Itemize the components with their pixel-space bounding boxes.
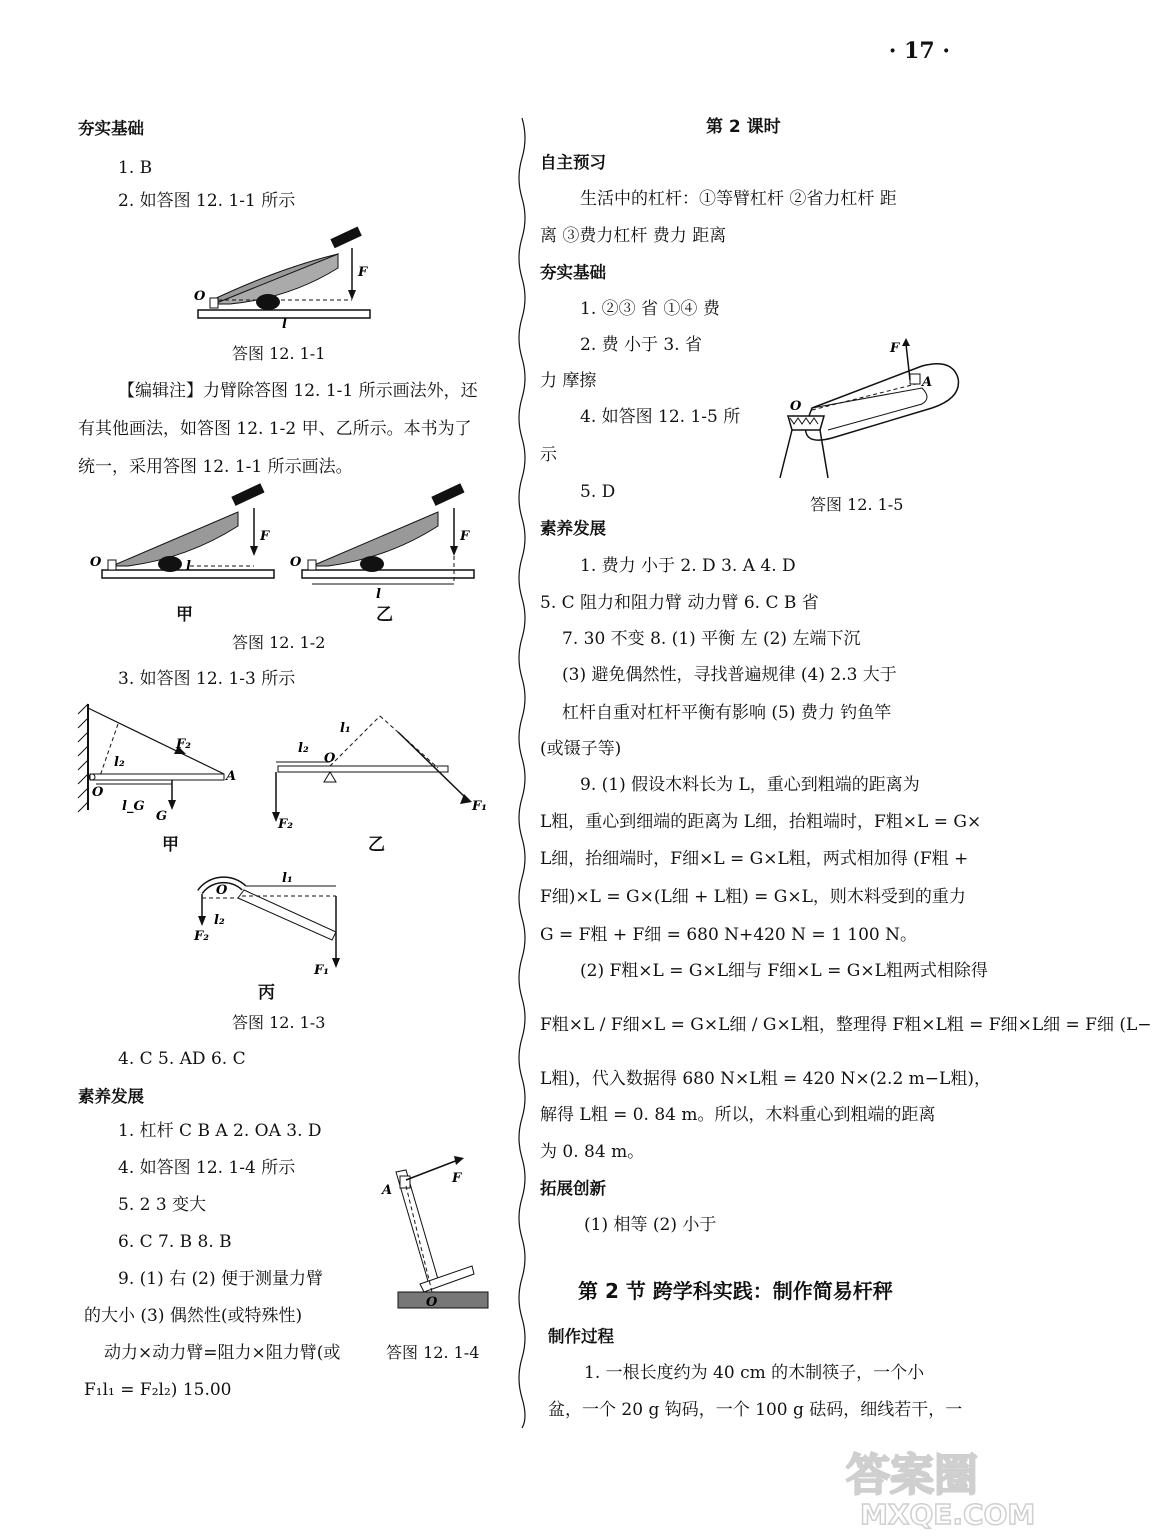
label-F2: F₂	[176, 737, 191, 752]
suyang-2: 4. 如答图 12. 1-4 所示	[118, 1158, 296, 1178]
label-O: O	[790, 399, 802, 414]
hs-6: 5. D	[580, 482, 616, 502]
label-F: F	[260, 529, 270, 544]
sy-2: 5. C 阻力和阻力臂 动力臂 6. C B 省	[540, 593, 819, 613]
hs-5: 示	[540, 445, 557, 465]
label-A: A	[382, 1183, 393, 1198]
figure-12-1-3-jia	[78, 700, 248, 830]
label-lG: l_G	[122, 799, 145, 814]
figure-12-1-1	[190, 228, 380, 332]
sublabel-bing: 丙	[258, 983, 275, 1003]
label-O: O	[90, 555, 102, 570]
answer-4-6: 4. C 5. AD 6. C	[118, 1049, 246, 1069]
label-F1: F₁	[314, 963, 329, 978]
figure-12-1-5	[772, 338, 972, 488]
suyang-6: 的大小 (3) 偶然性(或特殊性)	[84, 1306, 303, 1326]
q9-7: F粗×L / F细×L = G×L细 / G×L粗，整理得 F粗×L粗 = F细×L细 = F细 (L−	[540, 1015, 1152, 1035]
sy-6: (或镊子等)	[540, 739, 622, 759]
label-l1: l₁	[340, 721, 351, 736]
preview-2: 离 ③费力杠杆 费力 距离	[540, 226, 727, 246]
label-F2: F₂	[194, 929, 209, 944]
figure-12-1-2-yi	[288, 490, 483, 600]
sublabel-jia: 甲	[176, 605, 193, 625]
editor-note-1: 【编辑注】力臂除答图 12. 1-1 所示画法外，还	[118, 381, 478, 401]
watermark-logo	[836, 1440, 1036, 1530]
caption-12-1-5: 答图 12. 1-5	[810, 495, 904, 514]
q9-4: F细)×L = G×(L细 + L粗) = G×L，则木料受到的重力	[540, 887, 966, 907]
sy-4: (3) 避免偶然性，寻找普遍规律 (4) 2.3 大于	[562, 665, 897, 685]
hs-4: 4. 如答图 12. 1-5 所	[580, 407, 741, 427]
sy-5: 杠杆自重对杠杆平衡有影响 (5) 费力 钓鱼竿	[562, 703, 892, 723]
label-O: O	[290, 555, 302, 570]
figure-12-1-3-yi	[268, 712, 488, 832]
sy-3: 7. 30 不变 8. (1) 平衡 左 (2) 左端下沉	[562, 629, 861, 649]
zz-2: 盆，一个 20 g 钩码，一个 100 g 砝码，细线若干，一	[548, 1400, 963, 1420]
editor-note-2: 有其他画法，如答图 12. 1-2 甲、乙所示。本书为了	[78, 419, 472, 439]
label-l2: l₂	[114, 755, 125, 770]
heading-hangshi: 夯实基础	[78, 119, 144, 138]
label-F: F	[452, 1171, 462, 1186]
suyang-7: 动力×动力臂=阻力×阻力臂(或	[104, 1343, 341, 1363]
svg-text:MXQE.COM: MXQE.COM	[860, 1498, 1036, 1531]
lesson-title: 第 2 课时	[706, 117, 781, 137]
heading-zizhu: 自主预习	[540, 153, 606, 172]
suyang-5: 9. (1) 右 (2) 便于测量力臂	[118, 1269, 323, 1289]
q9-8: L粗)，代入数据得 680 N×L粗 = 420 N×(2.2 m−L粗)，	[540, 1069, 991, 1089]
heading-suyang: 素养发展	[78, 1087, 144, 1106]
svg-text:答案圈: 答案圈	[846, 1450, 978, 1501]
label-F: F	[890, 341, 900, 356]
suyang-4: 6. C 7. B 8. B	[118, 1232, 232, 1252]
label-F: F	[460, 529, 470, 544]
answer-2: 2. 如答图 12. 1-1 所示	[118, 191, 296, 211]
heading-suyang-2: 素养发展	[540, 519, 606, 538]
section-title: 第 2 节 跨学科实践：制作简易杆秤	[578, 1279, 893, 1303]
suyang-1: 1. 杠杆 C B A 2. OA 3. D	[118, 1121, 322, 1141]
answer-1: 1. B	[118, 158, 153, 178]
hs-2: 2. 费 小于 3. 省	[580, 335, 703, 355]
q9-1: 9. (1) 假设木料长为 L，重心到粗端的距离为	[580, 775, 920, 795]
caption-12-1-1: 答图 12. 1-1	[232, 344, 326, 363]
figure-12-1-3-bing	[186, 862, 356, 982]
q9-10: 为 0. 84 m。	[540, 1142, 645, 1162]
answer-3: 3. 如答图 12. 1-3 所示	[118, 669, 296, 689]
caption-12-1-2: 答图 12. 1-2	[232, 633, 326, 652]
heading-hangshi-2: 夯实基础	[540, 263, 606, 282]
heading-tuozhan: 拓展创新	[540, 1179, 606, 1198]
column-divider	[516, 118, 528, 1428]
q9-5: G = F粗 + F细 = 680 N+420 N = 1 100 N。	[540, 925, 918, 945]
caption-12-1-3: 答图 12. 1-3	[232, 1013, 326, 1032]
suyang-3: 5. 2 3 变大	[118, 1195, 207, 1215]
caption-12-1-4: 答图 12. 1-4	[386, 1343, 480, 1362]
figure-12-1-4	[376, 1156, 496, 1316]
editor-note-3: 统一，采用答图 12. 1-1 所示画法。	[78, 457, 353, 477]
label-F: F	[358, 265, 368, 280]
label-O: O	[216, 883, 228, 898]
tz-1: (1) 相等 (2) 小于	[584, 1215, 717, 1235]
label-l2: l₂	[298, 741, 309, 756]
heading-zhizuo: 制作过程	[548, 1327, 614, 1346]
label-O: O	[194, 289, 206, 304]
figure-12-1-2-jia	[88, 490, 278, 585]
label-O: O	[426, 1295, 438, 1310]
label-O: O	[92, 785, 104, 800]
sublabel-yi: 乙	[376, 605, 393, 625]
suyang-8: F₁l₁ = F₂l₂) 15.00	[84, 1380, 232, 1400]
hs-1: 1. ②③ 省 ①④ 费	[580, 299, 720, 319]
hs-3: 力 摩擦	[540, 371, 597, 391]
label-G: G	[156, 809, 168, 824]
label-F1: F₁	[472, 799, 487, 814]
q9-2: L粗，重心到细端的距离为 L细，抬粗端时，F粗×L = G×	[540, 812, 982, 832]
page-number: · 17 ·	[888, 38, 950, 64]
zz-1: 1. 一根长度约为 40 cm 的木制筷子，一个小	[584, 1363, 925, 1383]
label-l2: l₂	[214, 913, 225, 928]
sublabel-jia-3: 甲	[162, 835, 179, 855]
sublabel-yi-3: 乙	[368, 835, 385, 855]
label-O: O	[324, 751, 336, 766]
preview-1: 生活中的杠杆：①等臂杠杆 ②省力杠杆 距	[580, 189, 897, 209]
label-l: l	[376, 587, 381, 602]
sy-1: 1. 费力 小于 2. D 3. A 4. D	[580, 556, 796, 576]
label-A: A	[226, 769, 237, 784]
label-l1: l₁	[282, 871, 293, 886]
q9-9: 解得 L粗 = 0. 84 m。所以，木料重心到粗端的距离	[540, 1105, 936, 1125]
label-A: A	[922, 375, 933, 390]
q9-6: (2) F粗×L = G×L细与 F细×L = G×L粗两式相除得	[580, 961, 988, 981]
label-l: l	[186, 559, 191, 574]
label-F2: F₂	[278, 817, 293, 832]
label-l: l	[282, 317, 287, 332]
q9-3: L细，抬细端时，F细×L = G×L粗，两式相加得 (F粗 +	[540, 849, 969, 869]
